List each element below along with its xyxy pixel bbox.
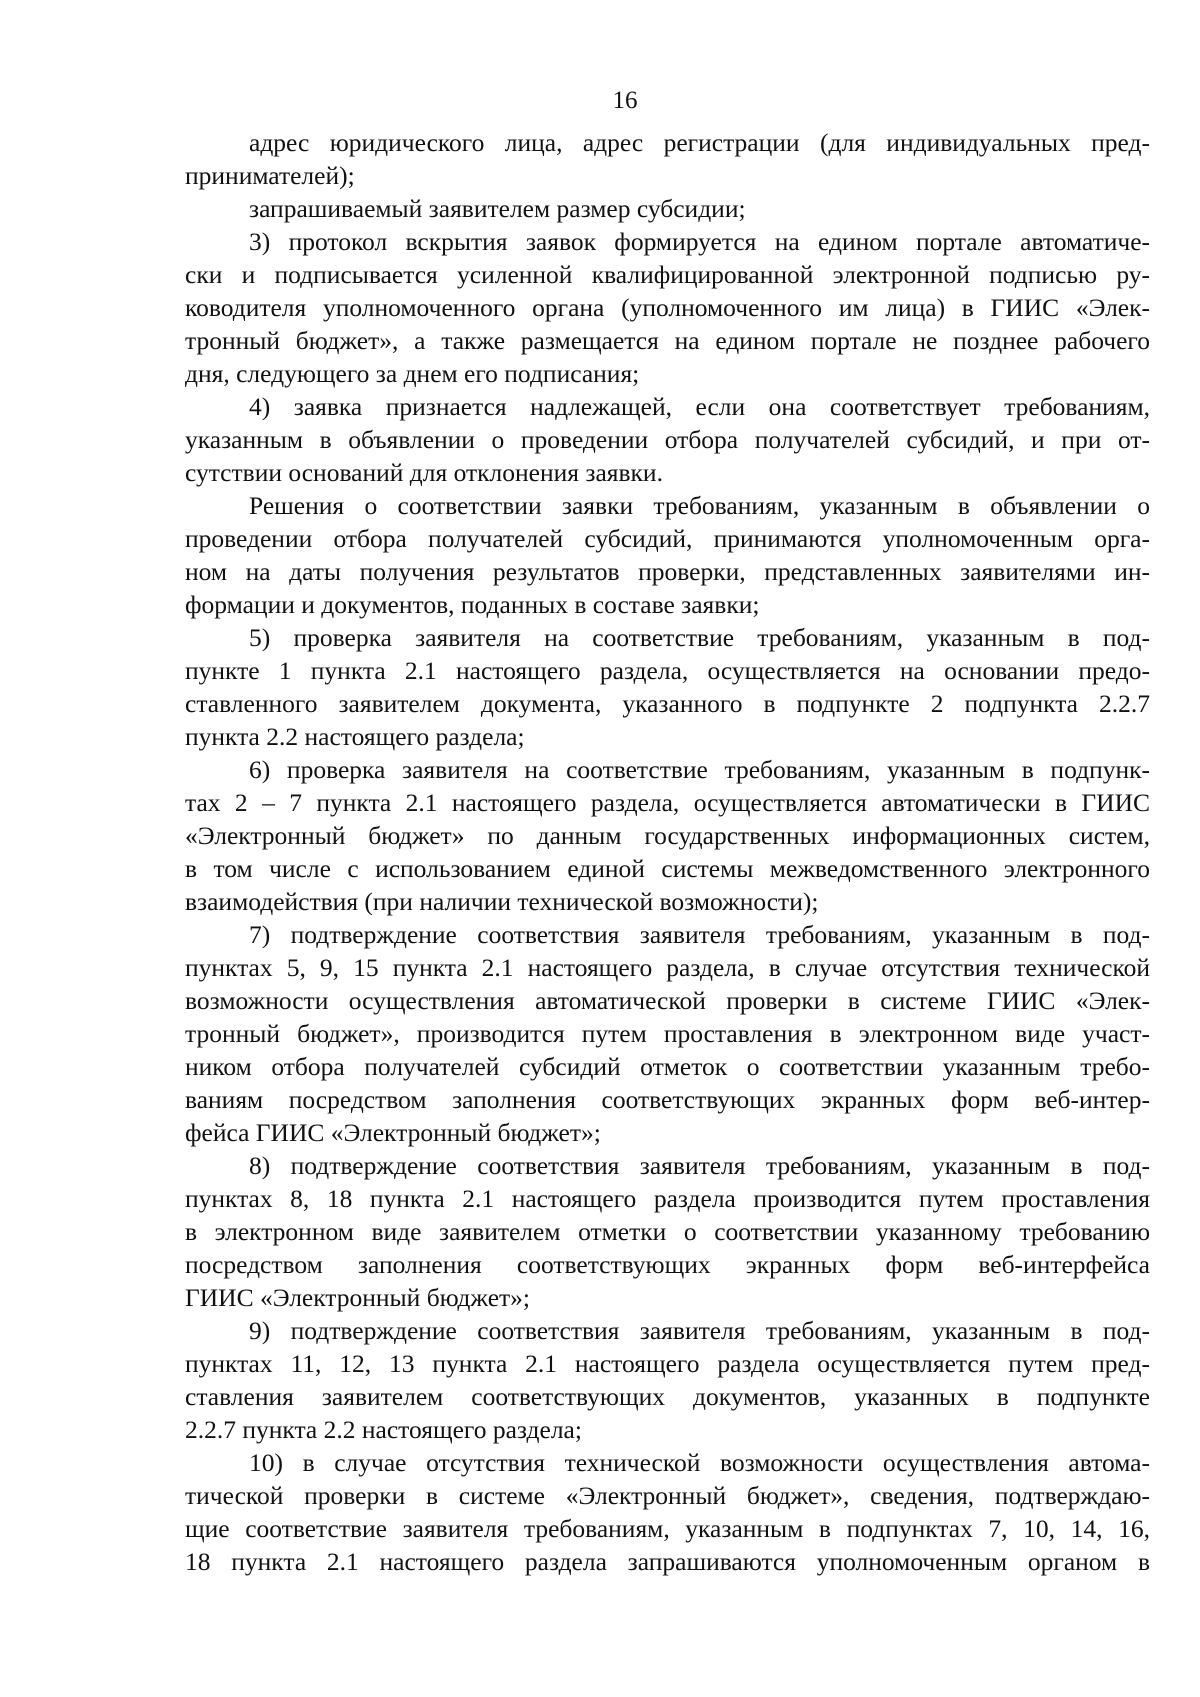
text-line: запрашиваемый заявителем размер субсидии; [249, 194, 746, 223]
text-line: дня, следующего за днем его подписания; [185, 359, 640, 388]
text-line: тах 2 – 7 пункта 2.1 настоящего раздела, осуществляется автоматически в ГИИС [185, 788, 1150, 817]
text-line: адрес юридического лица, адрес регистрации (для индивидуальных пред- [249, 128, 1150, 157]
text-line: тронный бюджет», а также размещается на едином портале не позднее рабочего [185, 326, 1150, 355]
text-line: 3) протокол вскрытия заявок формируется на едином портале автоматиче- [249, 227, 1150, 256]
text-line: пунктах 8, 18 пункта 2.1 настоящего раздела производится путем проставления [185, 1184, 1150, 1213]
text-line: пункте 1 пункта 2.1 настоящего раздела, осуществляется на основании предо- [185, 656, 1150, 685]
document-body [185, 126, 1150, 1578]
text-line: 7) подтверждение соответствия заявителя требованиям, указанным в под- [249, 920, 1150, 949]
text-line: тронный бюджет», производится путем проставления в электронном виде участ- [185, 1019, 1150, 1048]
text-line: пункта 2.2 настоящего раздела; [185, 722, 525, 751]
text-line: пунктах 5, 9, 15 пункта 2.1 настоящего раздела, в случае отсутствия технической [185, 953, 1150, 982]
text-line: Решения о соответствии заявки требованиям, указанным в объявлении о [249, 491, 1150, 520]
text-line: возможности осуществления автоматической проверки в системе ГИИС «Элек- [185, 986, 1150, 1015]
text-line: фейса ГИИС «Электронный бюджет»; [185, 1118, 601, 1147]
text-line: формации и документов, поданных в составе заявки; [185, 590, 760, 619]
text-line: 5) проверка заявителя на соответствие требованиям, указанным в под- [249, 623, 1150, 652]
text-line: взаимодействия (при наличии технической возможности); [185, 887, 819, 916]
text-line: пунктах 11, 12, 13 пункта 2.1 настоящего раздела осуществляется путем пред- [185, 1349, 1150, 1378]
text-line: 8) подтверждение соответствия заявителя требованиям, указанным в под- [249, 1151, 1150, 1180]
text-line: ваниям посредством заполнения соответствующих экранных форм веб-интер- [185, 1085, 1150, 1114]
text-line: в электронном виде заявителем отметки о соответствии указанному требованию [185, 1217, 1150, 1246]
text-line: 10) в случае отсутствия технической возможности осуществления автома- [249, 1448, 1150, 1477]
text-line: принимателей); [185, 161, 355, 190]
text-line: ником отбора получателей субсидий отметок о соответствии указанным требо- [185, 1052, 1150, 1081]
text-line: щие соответствие заявителя требованиям, указанным в подпунктах 7, 10, 14, 16, [185, 1514, 1150, 1543]
text-line: проведении отбора получателей субсидий, принимаются уполномоченным орга- [185, 524, 1150, 553]
text-line: сутствии оснований для отклонения заявки. [185, 458, 663, 487]
text-line: ставления заявителем соответствующих документов, указанных в подпункте [185, 1382, 1150, 1411]
text-line: указанным в объявлении о проведении отбора получателей субсидий, и при от- [185, 425, 1150, 454]
text-line: «Электронный бюджет» по данным государственных информационных систем, [185, 821, 1150, 850]
text-line: в том числе с использованием единой системы межведомственного электронного [185, 854, 1150, 883]
text-line: 4) заявка признается надлежащей, если она соответствует требованиям, [249, 392, 1150, 421]
text-line: 2.2.7 пункта 2.2 настоящего раздела; [185, 1415, 582, 1444]
text-line: 6) проверка заявителя на соответствие требованиям, указанным в подпунк- [249, 755, 1150, 784]
text-line: посредством заполнения соответствующих экранных форм веб-интерфейса [185, 1250, 1150, 1279]
text-line: ски и подписывается усиленной квалифицированной электронной подписью ру- [185, 260, 1150, 289]
text-line: ставленного заявителем документа, указанного в подпункте 2 подпункта 2.2.7 [185, 689, 1150, 718]
text-line: тической проверки в системе «Электронный бюджет», сведения, подтверждаю- [185, 1481, 1150, 1510]
text-line: ководителя уполномоченного органа (уполномоченного им лица) в ГИИС «Элек- [185, 293, 1150, 322]
text-line: ГИИС «Электронный бюджет»; [185, 1283, 530, 1312]
text-line: 18 пункта 2.1 настоящего раздела запрашиваются уполномоченным органом в [185, 1547, 1150, 1576]
text-line: 9) подтверждение соответствия заявителя требованиям, указанным в под- [249, 1316, 1150, 1345]
page-number: 16 [612, 87, 638, 114]
text-line: ном на даты получения результатов проверки, представленных заявителями ин- [185, 557, 1150, 586]
